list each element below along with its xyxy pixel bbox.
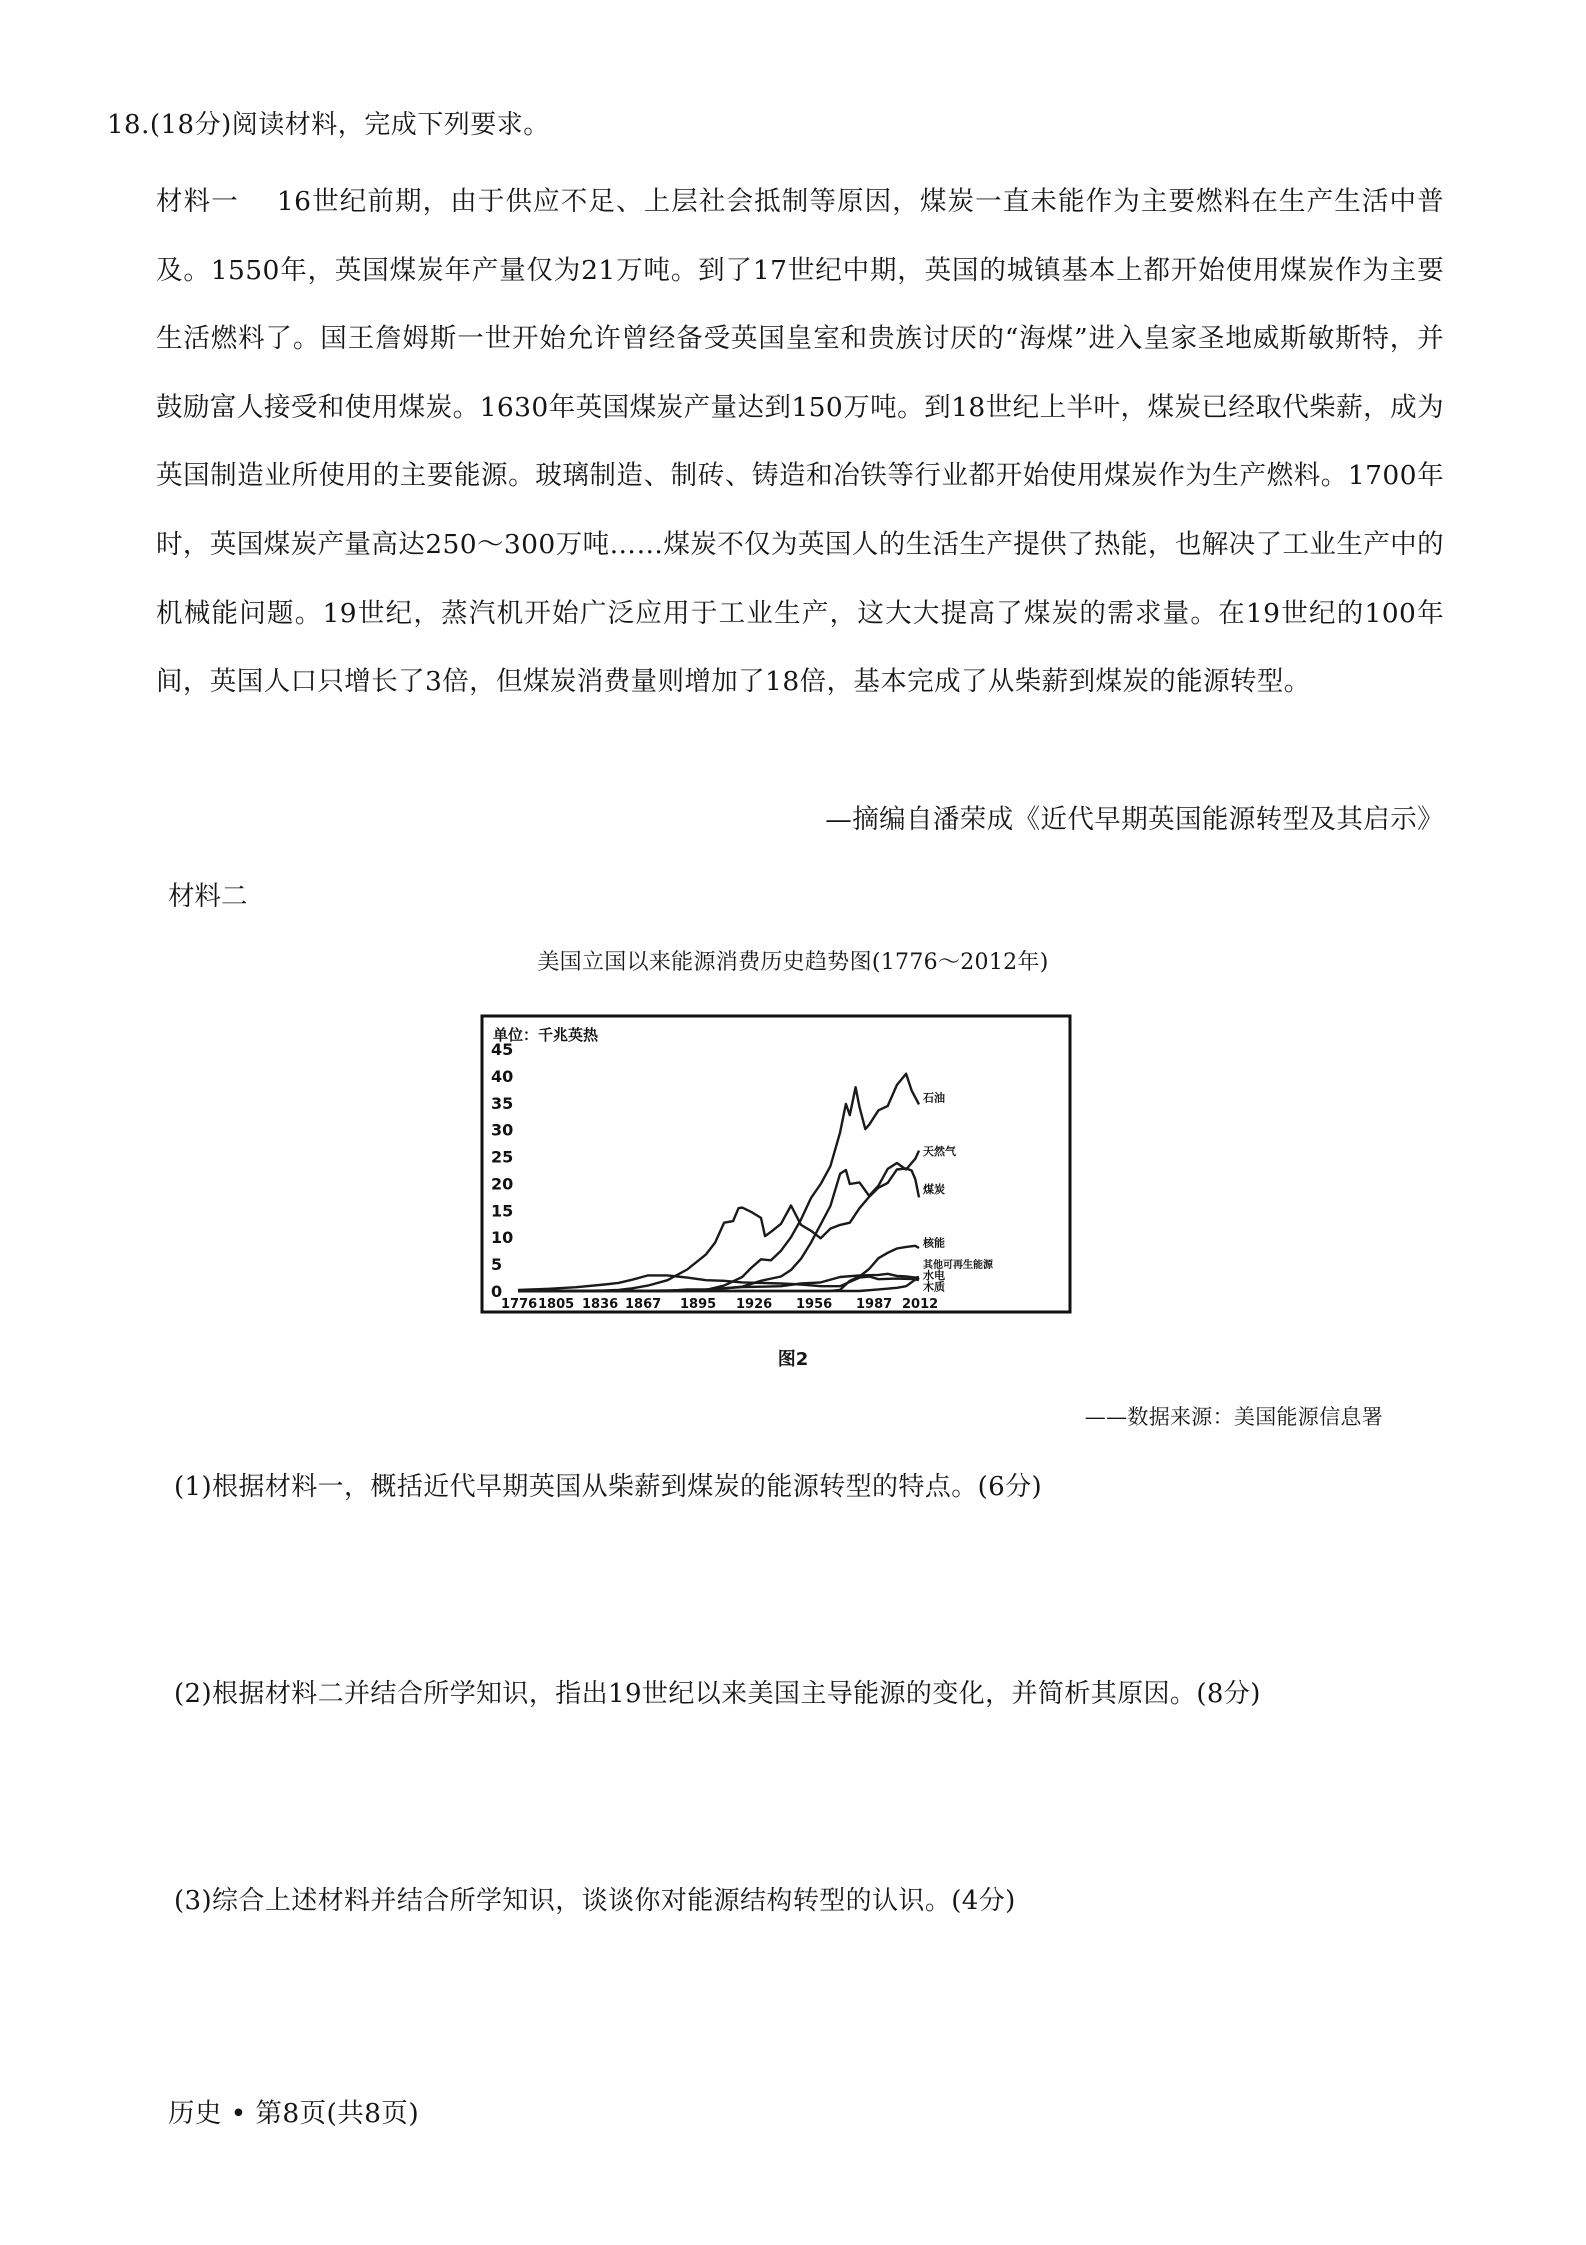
y-tick-label: 20	[491, 1174, 514, 1194]
y-tick-label: 25	[491, 1147, 514, 1167]
x-tick-label: 1805	[538, 1297, 575, 1312]
x-tick-label: 1836	[582, 1297, 619, 1312]
y-tick-label: 15	[491, 1201, 514, 1221]
material-one-label: 材料一	[156, 186, 239, 217]
chart-title: 美国立国以来能源消费历史趋势图(1776～2012年)	[537, 950, 1049, 975]
y-tick-label: 0	[491, 1282, 503, 1301]
x-tick-label: 1776	[501, 1297, 538, 1312]
material-one-source: —摘编自潘荣成《近代早期英国能源转型及其启示》	[825, 804, 1444, 835]
y-tick-label: 35	[491, 1093, 514, 1113]
material-one	[156, 168, 1444, 717]
y-tick-label: 40	[491, 1066, 514, 1086]
page-footer: 历史 • 第8页(共8页)	[168, 2098, 420, 2129]
question-header: 18.(18分)阅读材料，完成下列要求。	[107, 110, 550, 140]
figure-caption: 图2	[777, 1349, 809, 1370]
series-label: 核能	[923, 1236, 945, 1250]
series-label: 其他可再生能源	[923, 1260, 993, 1272]
x-tick-label: 1956	[796, 1297, 833, 1312]
y-tick-label: 45	[491, 1040, 514, 1059]
material-two-source: ——数据来源：美国能源信息署	[1084, 1405, 1383, 1429]
y-tick-label: 5	[491, 1255, 503, 1275]
material-two-label: 材料二	[168, 881, 248, 912]
y-tick-label: 10	[491, 1228, 514, 1248]
series-label: 木质	[923, 1280, 945, 1294]
series-label: 煤炭	[923, 1182, 945, 1196]
x-tick-label: 1926	[736, 1297, 773, 1312]
question-2: (2)根据材料二并结合所学知识，指出19世纪以来美国主导能源的变化，并简析其原因。(8分)	[174, 1679, 1261, 1709]
series-label: 天然气	[923, 1145, 956, 1159]
y-tick-label: 30	[491, 1120, 514, 1140]
question-3: (3)综合上述材料并结合所学知识，谈谈你对能源结构转型的认识。(4分)	[174, 1886, 1016, 1916]
x-tick-label: 1867	[625, 1297, 662, 1312]
energy-consumption-chart	[478, 1012, 1098, 1324]
series-label: 石油	[923, 1091, 945, 1105]
material-one-text: 16世纪前期，由于供应不足、上层社会抵制等原因，煤炭一直未能作为主要燃料在生产生活中普及。1550年，英国煤炭年产量仅为21万吨。到了17世纪中期，英国的城镇基本上都开始使用煤炭作为主要生活燃料了。国王詹姆斯一世开始允许曾经备受英国皇室和贵族讨厌的“海煤”进入皇家圣地威斯敏斯特，并鼓励富人接受和使用煤炭。1630年英国煤炭产量达到150万吨。到18世纪上半叶，煤炭已经取代柴薪，成为英国制造业所使用的主要能源。玻璃制造、制砖、铸造和冶铁等行业都开始使用煤炭作为生产燃料。1700年时，英国煤炭产量高达250～300万吨……煤炭不仅为英国人的生活生产提供了热能，也解决了工业生产中的机械能问题。19世纪，蒸汽机开始广泛应用于工业生产，这大大提高了煤炭的需求量。在19世纪的100年间，英国人口只增长了3倍，但煤炭消费量则增加了18倍，基本完成了从柴薪到煤炭的能源转型。	[156, 186, 1444, 698]
chart-unit-label: 单位：千兆英热	[493, 1026, 599, 1044]
x-tick-label: 1895	[680, 1297, 717, 1312]
series-label: 水电	[923, 1268, 945, 1282]
question-1: (1)根据材料一，概括近代早期英国从柴薪到煤炭的能源转型的特点。(6分)	[174, 1472, 1043, 1502]
x-tick-label: 2012	[902, 1297, 939, 1312]
x-tick-label: 1987	[856, 1297, 893, 1312]
